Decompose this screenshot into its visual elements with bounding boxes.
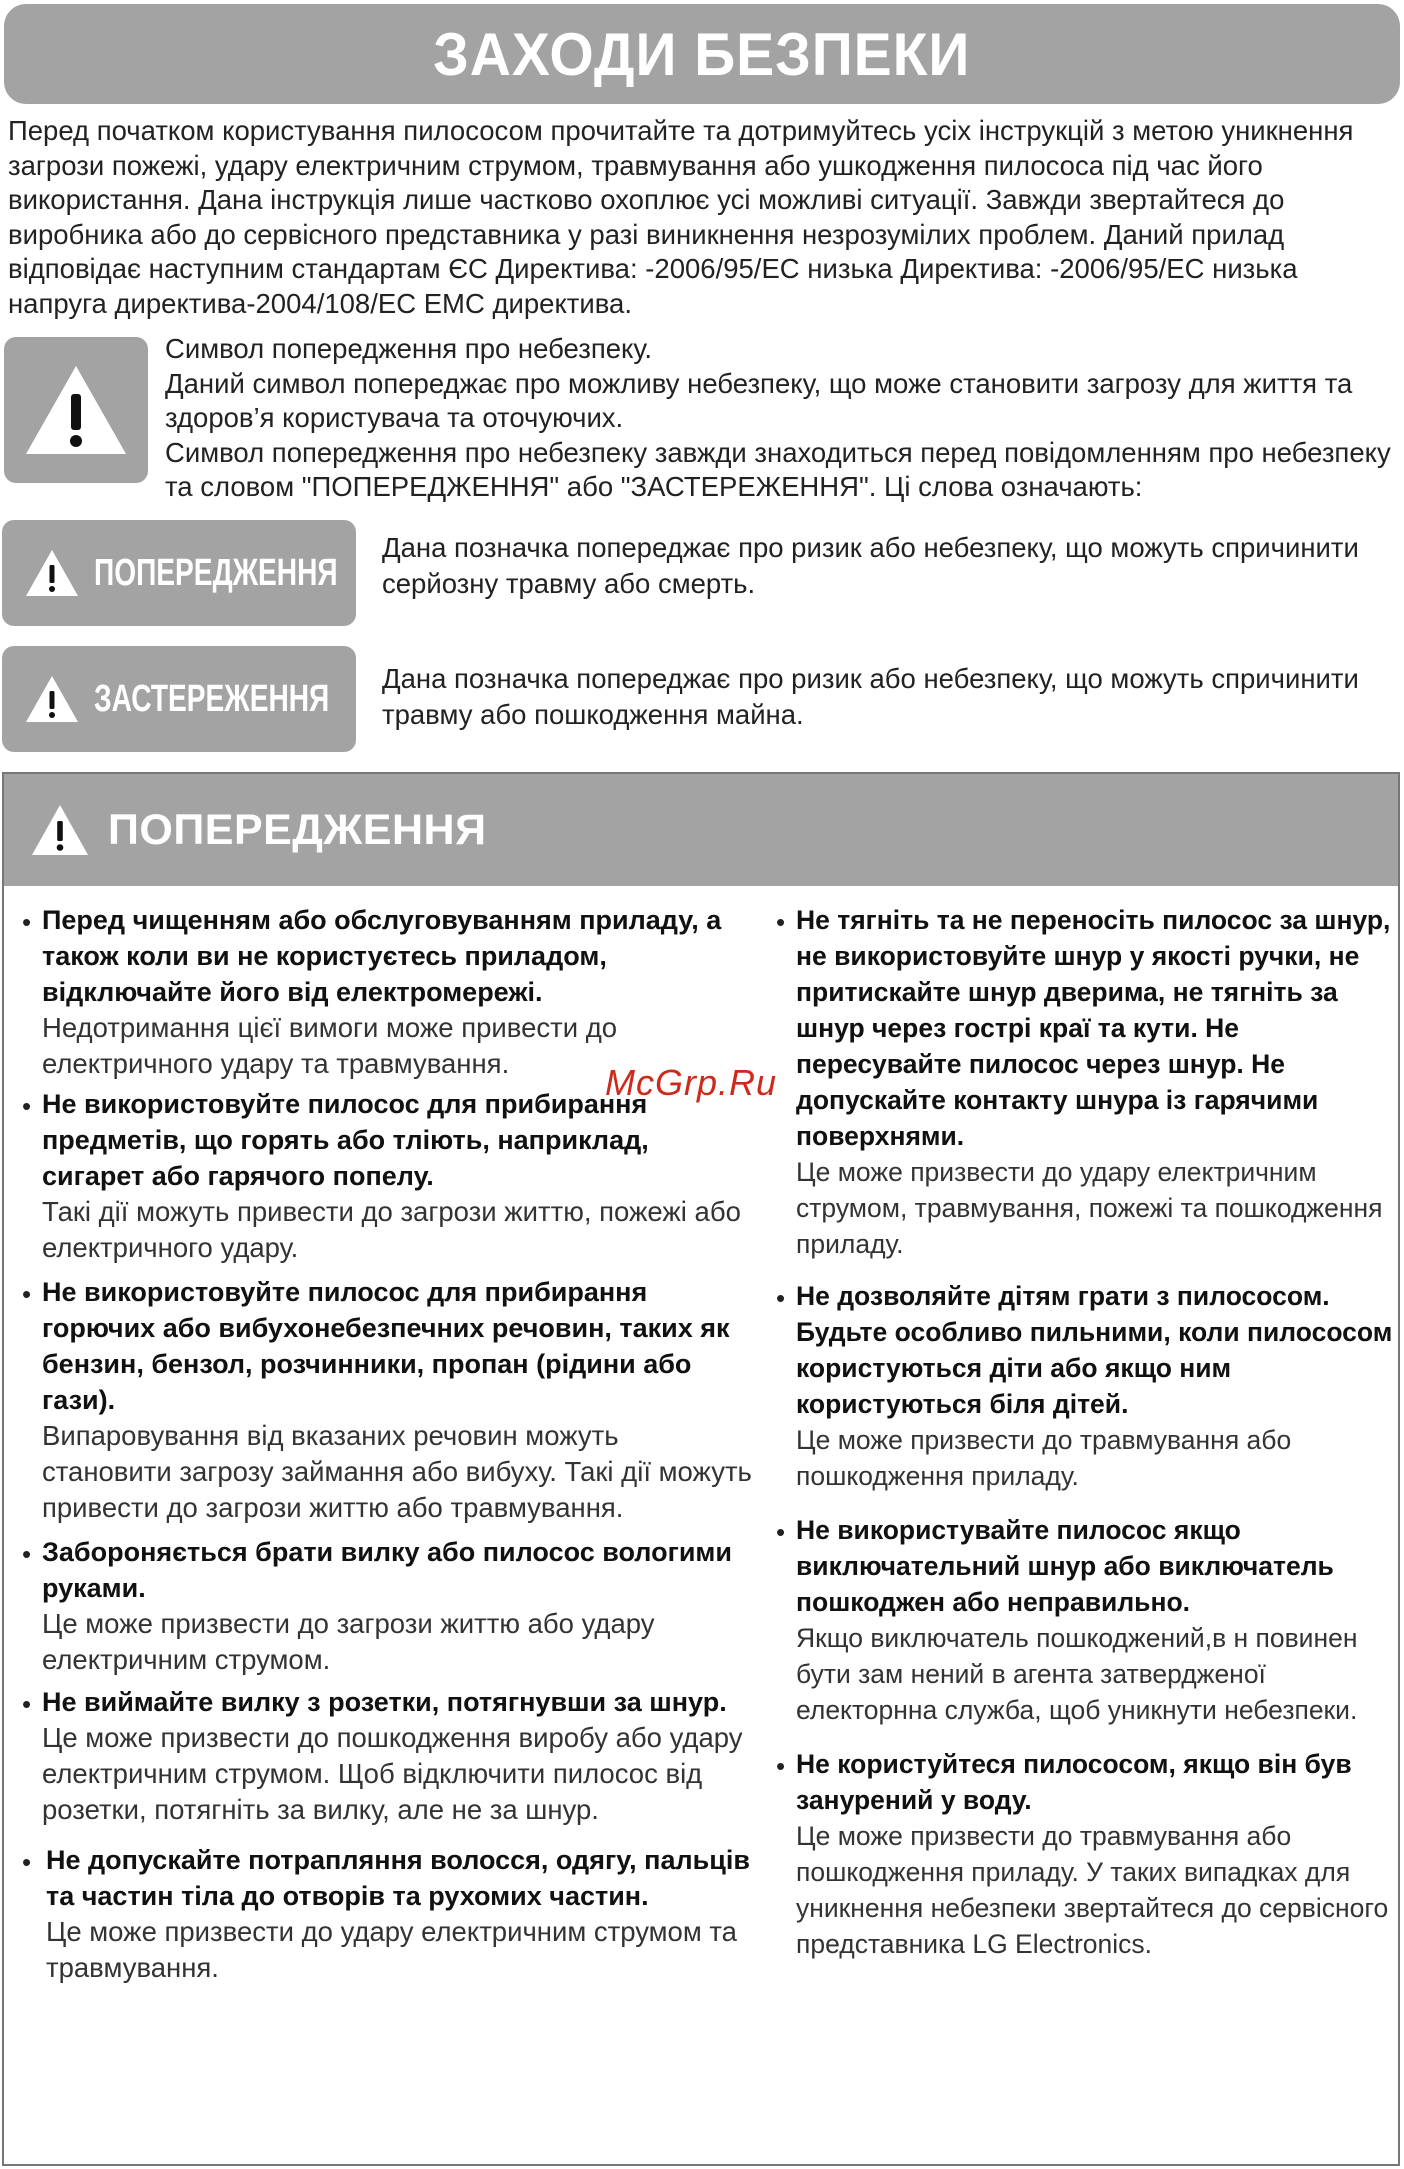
warning-panel — [2, 772, 1400, 2166]
bullet: • — [22, 1689, 32, 1719]
symbol-line: Символ попередження про небезпеку. — [165, 333, 652, 364]
bullet: • — [22, 907, 32, 937]
item-bold-text: Не використувайте пилосос якщо виключательний шнур або виключатель пошкоджен або неправильно. — [796, 1515, 1334, 1617]
list-item — [22, 1684, 752, 1828]
item-text: Такі дії можуть привести до загрози життю, пожежі або електричного удару. — [42, 1196, 741, 1263]
bullet: • — [776, 907, 786, 937]
label-caution-box — [2, 646, 356, 752]
intro-paragraph: Перед початком користування пилососом прочитайте та дотримуйтесь усіх інструкцій з метою уникнення загрози пожежі, удару електричним струмом, травмування або ушкодження пилососа під час його використання. Дана інструкція лише частково охоплює усі можливі ситуації. Завжди звертайтеся до виробника або до сервісного представника у разі виникнення незрозумілих проблем. Даний прилад відповідає наступним стандартам ЄС Директива: -2006/95/ЕС низька Директива: -2006/95/ЕС низька напруга директива-2004/108/ЕС ЕМС директива. — [8, 115, 1354, 319]
list-item — [22, 1534, 752, 1678]
item-bold-text: Не використовуйте пилосос для прибирання предметів, що горять або тліють, наприклад, сигарет або гарячого попелу. — [42, 1089, 649, 1191]
item-bold-text: Перед чищенням або обслуговуванням приладу, а також коли ви не користуєтесь приладом, відключайте його від електромережі. — [42, 905, 722, 1007]
item-bold-text: Не дозволяйте дітям грати з пилососом. Будьте особливо пильними, коли пилососом користуються діти або якщо ним користуються біля дітей. — [796, 1281, 1393, 1419]
item-text: Недотримання цієї вимоги може привести до електричного удару та травмування. — [42, 1012, 618, 1079]
list-item — [22, 1274, 752, 1526]
warning-panel-header — [4, 774, 1398, 886]
warning-triangle-icon — [24, 674, 80, 724]
bullet: • — [22, 1539, 32, 1569]
warning-panel-title: ПОПЕРЕДЖЕННЯ — [108, 805, 487, 854]
list-item — [776, 1746, 1394, 1962]
symbol-line: Символ попередження про небезпеку завжди знаходиться перед повідомленням про небезпеку та словом "ПОПЕРЕДЖЕННЯ" або "ЗАСТЕРЕЖЕННЯ". Ці слова означають: — [165, 436, 1391, 502]
label-warning-text: ПОПЕРЕДЖЕННЯ — [94, 551, 338, 594]
list-item — [776, 902, 1394, 1262]
list-item — [22, 1086, 752, 1266]
item-text: Це може призвести до удару електричним струмом та травмування. — [46, 1916, 737, 1983]
bullet: • — [776, 1517, 786, 1547]
item-text: Якщо виключатель пошкоджений,в н повинен бути зам нений в агента затвердженої електорнна служба, щоб уникнути небезпеки. — [796, 1623, 1358, 1725]
label-warning-box — [2, 520, 356, 626]
list-item — [22, 1842, 752, 1986]
item-bold-text: Не допускайте потрапляння волосся, одягу, пальців та частин тіла до отворів та рухомих частин. — [46, 1845, 750, 1911]
symbol-explanation — [165, 332, 1400, 505]
item-text: Це може призвести до травмування або пошкодження приладу. У таких випадках для уникнення небезпеки звертайтеся до сервісного представника LG Electronics. — [796, 1821, 1389, 1959]
list-item — [776, 1278, 1394, 1494]
item-text: Це може призвести до удару електричним струмом, травмування, пожежі та пошкодження приладу. — [796, 1157, 1383, 1259]
bullet: • — [776, 1751, 786, 1781]
label-warning-description: Дана позначка попереджає про ризик або небезпеку, що можуть спричинити серйозну травму або смерть. — [382, 532, 1359, 599]
item-bold-text: Не тягніть та не переносіть пилосос за шнур, не використовуйте шнур у якості ручки, не притискайте шнур дверима, не тягніть за шнур через гострі краї та кути. Не пересувайте пилосос через шнур. Не допускайте контакту шнура із гарячими поверхнями. — [796, 905, 1391, 1151]
watermark: McGrp.Ru — [605, 1062, 778, 1103]
warning-triangle-icon — [24, 548, 80, 598]
list-item — [22, 902, 752, 1082]
item-bold-text: Не виймайте вилку з розетки, потягнувши за шнур. — [42, 1687, 727, 1717]
item-text: Це може призвести до травмування або пошкодження приладу. — [796, 1425, 1292, 1491]
item-text: Випаровування від вказаних речовин можуть становити загрозу займання або вибуху. Такі дії можуть привести до загрози життю або травмування. — [42, 1420, 752, 1523]
page-title: ЗАХОДИ БЕЗПЕКИ — [433, 20, 971, 88]
warning-symbol-box — [4, 337, 148, 483]
item-text: Це може призвести до пошкодження виробу або удару електричним струмом. Щоб відключити пилосос від розетки, потягніть за вилку, але не за шнур. — [42, 1722, 743, 1825]
item-bold-text: Не користуйтеся пилососом, якщо він був занурений у воду. — [796, 1749, 1352, 1815]
item-bold-text: Забороняється брати вилку або пилосос вологими руками. — [42, 1537, 733, 1603]
item-text: Це може призвести до загрози життю або удару електричним струмом. — [42, 1608, 655, 1675]
bullet: • — [22, 1847, 32, 1877]
symbol-line: Даний символ попереджає про можливу небезпеку, що може становити загрозу для життя та здоров’я користувача та оточуючих. — [165, 367, 1353, 433]
bullet: • — [776, 1283, 786, 1313]
warning-triangle-icon — [30, 803, 90, 857]
bullet: • — [22, 1279, 32, 1309]
bullet: • — [22, 1091, 32, 1121]
item-bold-text: Не використовуйте пилосос для прибирання горючих або вибухонебезпечних речовин, таких як бензин, бензол, розчинники, пропан (рідини або гази). — [42, 1277, 730, 1415]
warning-triangle-icon — [22, 362, 130, 458]
title-banner — [4, 4, 1400, 104]
list-item — [776, 1512, 1394, 1728]
label-caution-description: Дана позначка попереджає про ризик або небезпеку, що можуть спричинити травму або пошкодження майна. — [382, 663, 1359, 730]
label-caution-text: ЗАСТЕРЕЖЕННЯ — [94, 677, 330, 720]
warning-column-right — [776, 902, 1394, 1962]
